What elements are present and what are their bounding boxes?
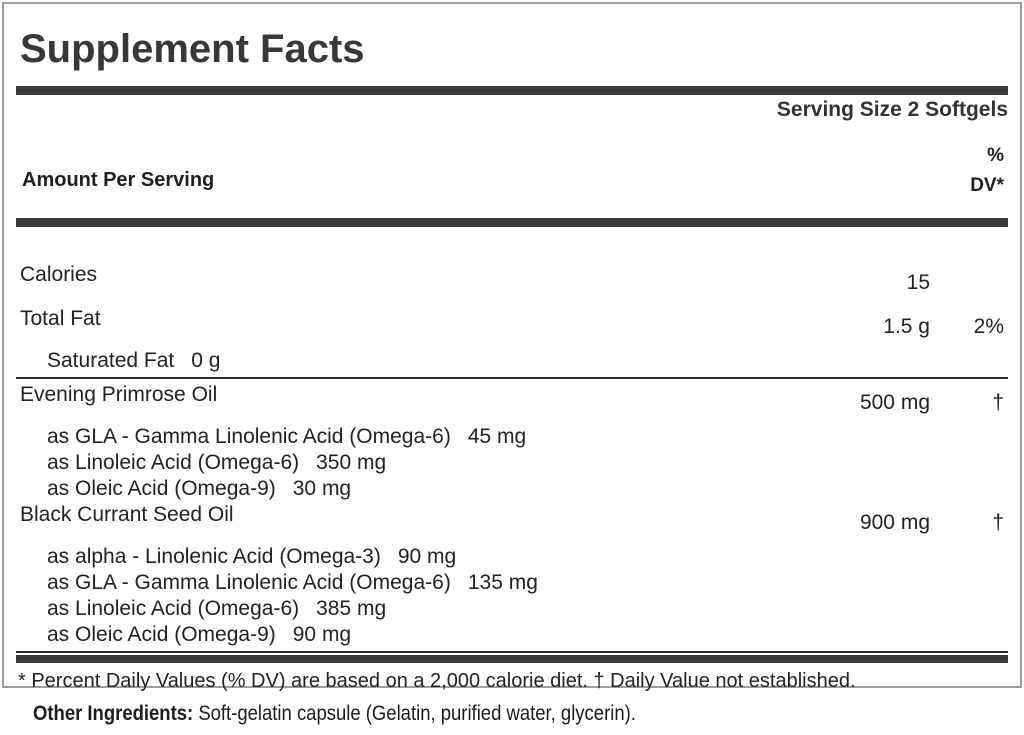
nutrient-name: as alpha - Linolenic Acid (Omega-3) 90 mg [47, 545, 457, 568]
nutrient-name: Evening Primrose Oil [20, 383, 218, 406]
nutrient-row-total-fat [16, 307, 1008, 338]
amount-per-serving-header: Amount Per Serving [22, 169, 215, 191]
daily-value-footnote: * Percent Daily Values (% DV) are based on a 2,000 calorie diet. † Daily Value not established. [18, 670, 856, 692]
nutrient-name: as Oleic Acid (Omega-9) 30 mg [47, 477, 352, 500]
nutrient-inline-amount: 135 mg [467, 571, 538, 594]
nutrient-amount: 900 mg [859, 511, 930, 534]
nutrient-name: as Linoleic Acid (Omega-6) 385 mg [47, 597, 387, 620]
nutrient-dv: † [992, 391, 1004, 414]
nutrient-name: as Linoleic Acid (Omega-6) 350 mg [47, 451, 387, 474]
nutrient-name: as Oleic Acid (Omega-9) 90 mg [47, 623, 352, 646]
column-header-row [16, 141, 1008, 201]
nutrient-row-calories [16, 263, 1008, 294]
nutrient-inline-amount: 30 mg [292, 477, 352, 500]
nutrient-row-saturated-fat [16, 348, 1008, 374]
nutrient-amount: 1.5 g [883, 315, 930, 338]
nutrient-inline-amount: 90 mg [397, 545, 457, 568]
nutrient-name: as GLA - Gamma Linolenic Acid (Omega-6) 45 mg [47, 425, 527, 448]
nutrient-name: Total Fat [20, 307, 101, 330]
dv-header: DV* [970, 175, 1004, 196]
nutrient-dv [930, 272, 1008, 294]
nutrient-row-epo-linoleic [16, 450, 1008, 476]
nutrient-dv: 2% [973, 315, 1004, 338]
nutrient-row-bco-alpha-linolenic [16, 544, 1008, 570]
thick-divider-bottom [16, 655, 1008, 663]
nutrient-name: as GLA - Gamma Linolenic Acid (Omega-6) 135 mg [47, 571, 538, 594]
nutrient-inline-amount: 90 mg [292, 623, 352, 646]
thin-divider-bottom [16, 651, 1008, 653]
nutrient-dv: † [992, 511, 1004, 534]
nutrient-inline-amount: 0 g [191, 349, 221, 372]
nutrient-row-bco-gla [16, 570, 1008, 596]
nutrient-inline-amount: 45 mg [467, 425, 527, 448]
nutrient-rows [16, 264, 1008, 648]
nutrient-row-epo-oleic [16, 476, 1008, 502]
other-ingredients [33, 702, 636, 726]
percent-header: % [987, 145, 1004, 166]
nutrient-name: Calories [20, 263, 98, 286]
nutrient-inline-amount: 350 mg [316, 451, 387, 474]
nutrient-name: Saturated Fat 0 g [47, 349, 221, 372]
nutrient-row-bco-linoleic [16, 596, 1008, 622]
other-ingredients-text: Soft-gelatin capsule (Gelatin, purified water, glycerin). [193, 702, 636, 725]
label-title: Supplement Facts [20, 27, 365, 71]
nutrient-row-evening-primrose-oil [16, 383, 1008, 414]
thick-divider-top [16, 86, 1008, 95]
nutrient-row-bco-oleic [16, 622, 1008, 648]
nutrient-amount: 15 [906, 271, 930, 294]
serving-size: Serving Size 2 Softgels [776, 98, 1008, 121]
nutrient-amount: 500 mg [859, 391, 930, 414]
nutrient-row-black-currant-seed-oil [16, 503, 1008, 534]
percent-dv-header [970, 141, 1008, 201]
thick-divider-header [16, 218, 1008, 227]
nutrient-inline-amount: 385 mg [316, 597, 387, 620]
thin-divider-saturated-fat [16, 377, 1008, 379]
nutrient-row-epo-gla [16, 424, 1008, 450]
other-ingredients-label: Other Ingredients: [33, 702, 194, 725]
supplement-label-box [2, 2, 1022, 692]
nutrient-name: Black Currant Seed Oil [20, 503, 234, 526]
